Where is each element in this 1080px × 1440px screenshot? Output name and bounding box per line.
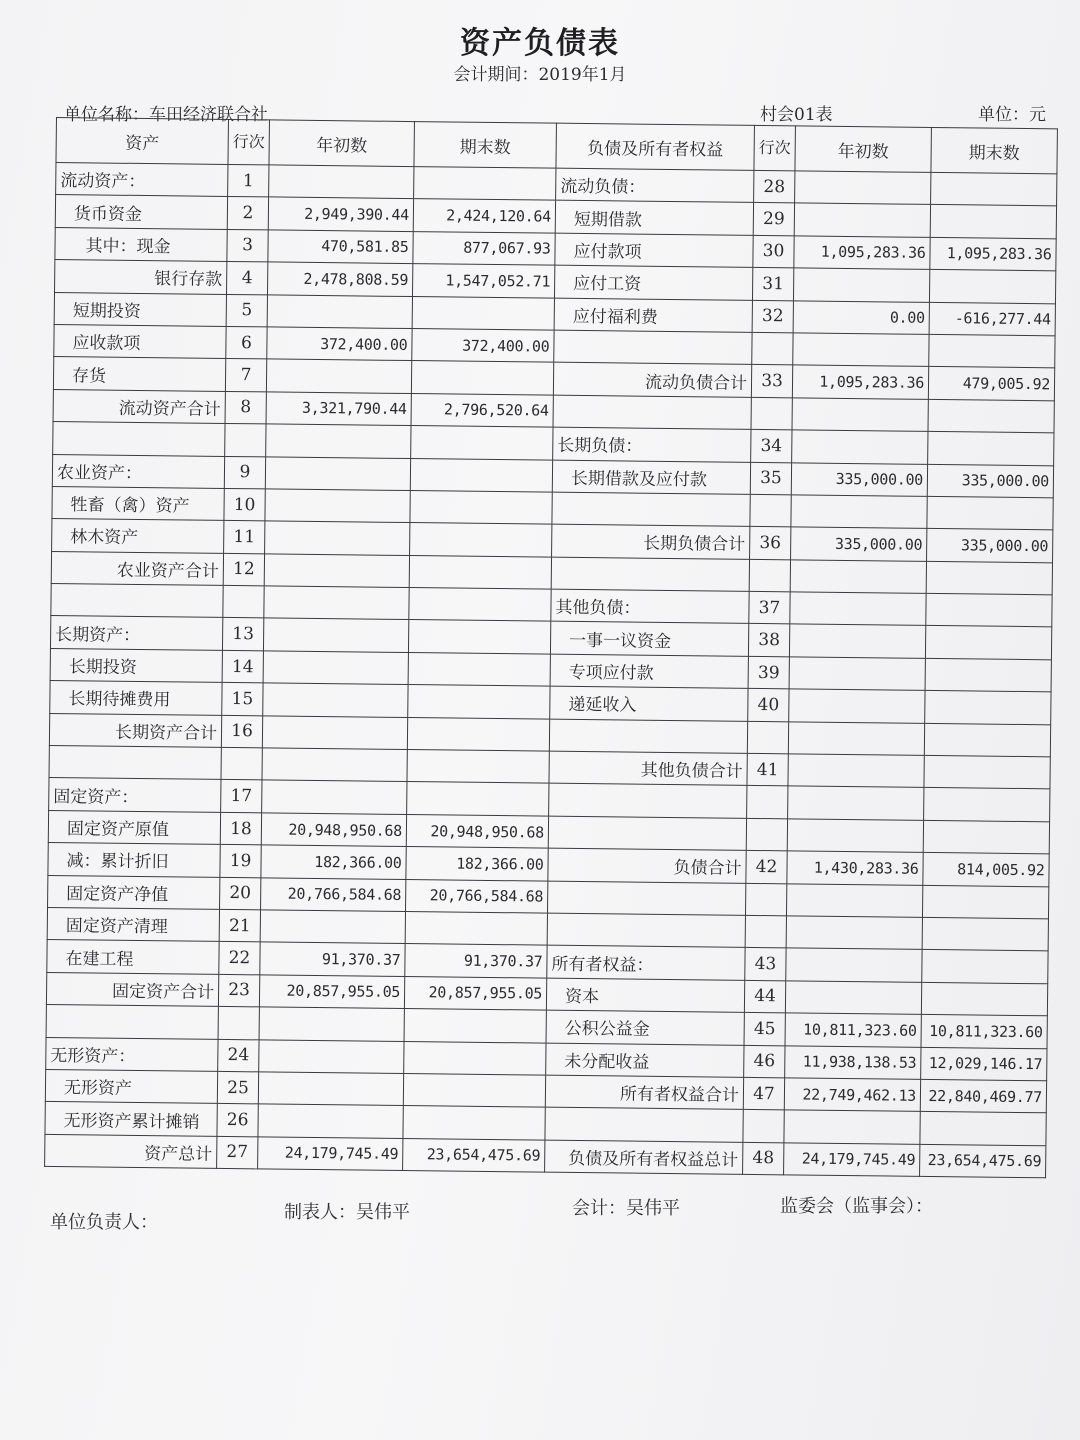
liability-item-cell [553,395,751,430]
asset-row-no-cell [223,586,264,619]
liability-row-no-cell: 40 [748,689,789,722]
liability-item-cell: 公积公益金 [546,1010,744,1045]
liability-end-value-cell [924,755,1050,789]
asset-begin-value-cell [259,1039,404,1073]
liability-row-no-cell: 38 [748,624,789,657]
asset-end-value-cell [409,555,551,589]
liability-begin-value-cell: 1,095,283.36 [792,365,928,399]
report-title: 资产负债表 [460,26,620,61]
liability-row-no-cell: 43 [745,948,786,981]
liability-row-no-cell [746,883,787,916]
asset-row-no-cell [221,747,262,780]
liability-end-value-cell: 22,840,469.77 [920,1079,1046,1113]
liability-item-cell: 未分配收益 [546,1043,744,1078]
liability-begin-value-cell [791,495,927,529]
liability-end-value-cell [924,723,1050,757]
asset-item-cell [49,745,221,779]
asset-end-value-cell [411,426,553,460]
asset-begin-value-cell: 24,179,745.49 [258,1137,403,1171]
asset-begin-value-cell: 20,857,955.05 [259,975,404,1009]
asset-row-no-cell [218,1007,259,1040]
asset-begin-value-cell: 2,478,808.59 [268,262,413,296]
liability-item-cell: 应付款项 [555,233,753,268]
asset-row-no-cell: 17 [221,780,262,813]
liability-item-cell: 短期借款 [555,201,753,236]
asset-end-value-cell [411,361,553,395]
liability-row-no-cell [750,494,791,527]
liability-row-no-cell: 37 [749,591,790,624]
liability-begin-value-cell: 335,000.00 [791,527,927,561]
liability-item-cell: 流动负债： [556,168,754,203]
liability-row-no-cell: 46 [744,1045,785,1078]
asset-end-value-cell [408,652,550,686]
liability-item-cell: 长期借款及应付款 [552,460,750,495]
liability-end-value-cell: 335,000.00 [927,529,1053,563]
liability-end-value-cell [930,205,1056,239]
asset-begin-value-cell [266,424,411,458]
liability-item-cell: 一事一议资金 [550,622,748,657]
asset-begin-value-cell [258,1072,403,1106]
asset-end-value-cell [404,1041,546,1075]
asset-item-cell: 资产总计 [45,1134,217,1168]
asset-item-cell [46,1005,218,1039]
balance-sheet-table [44,117,1058,1178]
asset-row-no-cell: 5 [226,294,267,327]
asset-begin-value-cell [265,456,410,490]
liability-row-no-cell: 39 [748,656,789,689]
liability-end-value-cell [925,691,1051,725]
asset-row-no-cell: 21 [219,909,260,942]
liability-column-header: 负债及所有者权益 [556,123,754,170]
liability-row-no-cell [746,818,787,851]
asset-begin-value-cell: 2,949,390.44 [268,197,413,231]
asset-row-no-cell: 18 [220,812,261,845]
asset-end-value-cell [404,1009,546,1043]
row-no-column-header: 行次 [228,119,270,164]
asset-end-value-cell [410,490,552,524]
asset-end-value-cell [410,458,552,492]
liability-begin-value-cell: 0.00 [793,300,929,334]
liability-end-value-cell [923,885,1049,919]
asset-item-cell: 农业资产： [52,454,224,488]
liability-begin-value-cell [784,1110,920,1144]
asset-item-cell: 应收款项 [54,324,226,358]
liability-row-no-cell: 35 [750,462,791,495]
asset-begin-value-cell [265,521,410,555]
asset-begin-value-cell [258,1104,403,1138]
asset-item-cell [53,422,225,456]
liability-row-no-cell [747,721,788,754]
form-number: 村会01表 [760,105,833,125]
asset-row-no-cell: 13 [222,618,263,651]
asset-begin-value-cell: 20,948,950.68 [261,813,406,847]
liability-row-no-cell: 42 [746,851,787,884]
asset-begin-value-cell [266,359,411,393]
asset-item-cell: 固定资产合计 [46,972,218,1006]
liability-item-cell: 专项应付款 [550,654,748,689]
liability-begin-value-cell [788,754,924,788]
asset-begin-column-header: 年初数 [269,120,415,167]
liability-item-cell: 长期负债： [553,427,751,462]
liability-end-value-cell [928,432,1054,466]
asset-row-no-cell: 16 [221,715,262,748]
asset-item-cell: 在建工程 [47,940,219,974]
asset-begin-value-cell [265,489,410,523]
liability-row-no-cell: 30 [753,235,794,268]
asset-begin-value-cell: 20,766,584.68 [261,877,406,911]
asset-row-no-cell: 15 [222,683,263,716]
asset-row-no-cell: 3 [227,229,268,262]
liability-begin-value-cell [789,657,925,691]
liability-item-cell: 应付福利费 [554,298,752,333]
asset-end-value-cell [407,782,549,816]
asset-end-value-cell: 372,400.00 [412,329,554,363]
asset-item-cell: 无形资产 [45,1069,217,1103]
liability-item-cell [548,816,746,851]
liability-row-no-cell: 31 [752,268,793,301]
liability-row-no-cell: 41 [747,753,788,786]
liability-row-no-cell [751,397,792,430]
liability-begin-value-cell: 24,179,745.49 [784,1143,920,1177]
asset-row-no-cell: 11 [224,521,265,554]
asset-end-value-cell: 20,948,950.68 [406,814,548,848]
liability-begin-value-cell [786,916,922,950]
liability-end-value-cell: -616,277.44 [929,302,1055,336]
liability-begin-value-cell: 10,811,323.60 [785,1013,921,1047]
liability-end-value-cell [922,917,1048,951]
asset-row-no-cell: 20 [220,877,261,910]
liability-end-value-cell: 10,811,323.60 [921,1015,1047,1049]
preparer-label: 制表人：吴伟平 [284,1202,410,1223]
liability-begin-value-cell [786,948,922,982]
currency-unit: 单位：元 [978,105,1046,125]
asset-item-cell: 流动资产合计 [53,389,225,423]
liability-row-no-column-header: 行次 [754,125,796,170]
liability-row-no-cell [747,786,788,819]
unit-head-label: 单位负责人： [50,1212,158,1233]
asset-end-value-cell: 182,366.00 [406,847,548,881]
asset-end-value-cell [403,1106,545,1140]
liability-row-no-cell: 36 [750,527,791,560]
liability-begin-value-cell [789,689,925,723]
asset-end-value-cell [412,296,554,330]
liability-end-value-cell: 12,029,146.17 [921,1047,1047,1081]
liability-end-value-cell: 479,005.92 [928,367,1054,401]
asset-begin-value-cell: 470,581.85 [268,230,413,264]
asset-begin-value-cell [262,780,407,814]
liability-item-cell [548,881,746,916]
asset-item-cell: 长期投资 [50,648,222,682]
liability-begin-value-cell [793,268,929,302]
liability-item-cell [551,557,749,592]
asset-begin-value-cell: 91,370.37 [260,942,405,976]
asset-row-no-cell: 4 [227,262,268,295]
asset-begin-value-cell [259,1007,404,1041]
asset-item-cell: 林木资产 [52,519,224,553]
asset-end-value-cell: 2,796,520.64 [411,393,553,427]
liability-row-no-cell [745,915,786,948]
asset-row-no-cell: 23 [218,974,259,1007]
asset-row-no-cell: 14 [222,650,263,683]
liability-row-no-cell [749,559,790,592]
asset-row-no-cell: 9 [224,456,265,489]
liability-row-no-cell: 44 [744,980,785,1013]
liability-item-cell [549,784,747,819]
asset-begin-value-cell [263,683,408,717]
asset-item-cell: 银行存款 [55,260,227,294]
liability-row-no-cell: 45 [744,1013,785,1046]
asset-begin-value-cell [263,651,408,685]
liability-begin-column-header: 年初数 [795,126,932,173]
liability-end-value-cell [926,561,1052,595]
liability-begin-value-cell [789,624,925,658]
liability-item-cell: 其他负债合计 [549,751,747,786]
asset-end-value-cell [405,912,547,946]
asset-end-value-cell: 20,857,955.05 [404,976,546,1010]
asset-begin-value-cell: 372,400.00 [267,327,412,361]
asset-end-column-header: 期末数 [414,122,557,169]
asset-item-cell: 无形资产累计摊销 [45,1102,217,1136]
asset-end-value-cell: 20,766,584.68 [406,879,548,913]
liability-row-no-cell: 33 [751,365,792,398]
asset-item-cell: 牲畜（禽）资产 [52,486,224,520]
asset-row-no-cell: 2 [227,197,268,230]
asset-end-value-cell [403,1073,545,1107]
asset-end-value-cell [410,523,552,557]
asset-begin-value-cell: 3,321,790.44 [266,392,411,426]
asset-row-no-cell: 25 [217,1071,258,1104]
asset-item-cell: 长期资产： [50,616,222,650]
asset-row-no-cell: 24 [218,1039,259,1072]
liability-row-no-cell [752,332,793,365]
liability-begin-value-cell [788,786,924,820]
asset-begin-value-cell [264,586,409,620]
liability-row-no-cell: 48 [743,1142,784,1175]
liability-begin-value-cell [795,171,931,205]
liability-begin-value-cell [793,333,929,367]
asset-item-cell: 固定资产净值 [48,875,220,909]
asset-end-value-cell: 91,370.37 [405,944,547,978]
liability-item-cell [554,330,752,365]
accountant-label: 会计：吴伟平 [572,1198,680,1219]
asset-end-value-cell: 1,547,052.71 [413,264,555,298]
asset-item-cell: 其中：现金 [55,227,227,261]
asset-begin-value-cell [262,748,407,782]
liability-end-value-cell [929,270,1055,304]
liability-end-value-cell [929,334,1055,368]
asset-item-cell: 无形资产： [46,1037,218,1071]
liability-end-value-cell [925,658,1051,692]
asset-item-cell: 固定资产： [49,778,221,812]
asset-item-cell: 固定资产原值 [48,810,220,844]
liability-end-value-cell [926,593,1052,627]
asset-end-value-cell [407,750,549,784]
asset-begin-value-cell [263,618,408,652]
asset-item-cell [51,584,223,618]
liability-item-cell [552,492,750,527]
asset-end-value-cell [408,620,550,654]
asset-item-cell: 存货 [53,357,225,391]
asset-item-cell: 长期待摊费用 [50,681,222,715]
asset-begin-value-cell [264,554,409,588]
asset-begin-value-cell: 182,366.00 [261,845,406,879]
liability-begin-value-cell [785,981,921,1015]
liability-end-value-cell [924,788,1050,822]
liability-end-value-cell: 23,654,475.69 [920,1144,1046,1178]
asset-end-value-cell [407,717,549,751]
liability-item-cell: 资本 [546,978,744,1013]
liability-begin-value-cell: 22,749,462.13 [784,1078,920,1112]
liability-begin-value-cell [787,819,923,853]
liability-begin-value-cell: 335,000.00 [791,462,927,496]
asset-row-no-cell: 6 [226,326,267,359]
asset-row-no-cell: 22 [219,942,260,975]
liability-begin-value-cell [792,430,928,464]
asset-item-cell: 固定资产清理 [47,907,219,941]
liability-end-value-cell [923,820,1049,854]
asset-row-no-cell [225,424,266,457]
liability-end-value-cell: 1,095,283.36 [930,237,1056,271]
liability-begin-value-cell [790,592,926,626]
liability-end-value-cell [921,982,1047,1016]
liability-item-cell: 递延收入 [550,686,748,721]
liability-item-cell: 所有者权益合计 [545,1075,743,1110]
asset-item-cell: 货币资金 [55,195,227,229]
liability-end-column-header: 期末数 [931,127,1058,173]
asset-row-no-cell: 10 [224,488,265,521]
liability-row-no-cell: 32 [752,300,793,333]
liability-item-cell [545,1107,743,1142]
liability-begin-value-cell [792,398,928,432]
liability-end-value-cell: 814,005.92 [923,853,1049,887]
liability-item-cell: 长期负债合计 [552,524,750,559]
liability-item-cell: 负债合计 [548,848,746,883]
liability-end-value-cell [920,1112,1046,1146]
supervisor-label: 监委会（监事会）： [780,1196,933,1217]
asset-row-no-cell: 19 [220,845,261,878]
asset-begin-value-cell [269,165,414,199]
liability-begin-value-cell [787,883,923,917]
asset-end-value-cell [414,167,556,201]
signature-footer [0,1198,1080,1238]
liability-end-value-cell [927,496,1053,530]
liability-item-cell: 负债及所有者权益总计 [545,1140,743,1175]
asset-begin-value-cell [267,294,412,328]
liability-row-no-cell: 29 [753,203,794,236]
asset-item-cell: 短期投资 [54,292,226,326]
asset-end-value-cell: 2,424,120.64 [413,199,555,233]
liability-begin-value-cell [788,721,924,755]
liability-row-no-cell: 28 [754,170,795,203]
liability-begin-value-cell: 1,430,283.36 [787,851,923,885]
liability-begin-value-cell [794,203,930,237]
asset-row-no-cell: 1 [228,164,269,197]
asset-row-no-cell: 12 [223,553,264,586]
asset-item-cell: 农业资产合计 [51,551,223,585]
asset-item-cell: 长期资产合计 [49,713,221,747]
liability-row-no-cell: 34 [751,430,792,463]
liability-row-no-cell: 47 [743,1077,784,1110]
asset-item-cell: 减：累计折旧 [48,843,220,877]
liability-row-no-cell [743,1110,784,1143]
liability-item-cell: 其他负债： [551,589,749,624]
asset-end-value-cell [408,685,550,719]
liability-end-value-cell [928,399,1054,433]
asset-end-value-cell: 877,067.93 [413,231,555,265]
liability-end-value-cell [925,626,1051,660]
liability-item-cell: 所有者权益： [547,946,745,981]
asset-end-value-cell [409,588,551,622]
asset-begin-value-cell [262,716,407,750]
asset-row-no-cell: 7 [225,359,266,392]
liability-begin-value-cell: 11,938,138.53 [785,1045,921,1079]
asset-end-value-cell: 23,654,475.69 [403,1138,545,1172]
liability-begin-value-cell [790,560,926,594]
liability-item-cell: 应付工资 [554,265,752,300]
asset-row-no-cell: 27 [217,1136,258,1169]
asset-column-header: 资产 [56,118,228,165]
accounting-period: 会计期间：2019年1月 [453,65,627,85]
liability-end-value-cell [931,172,1057,206]
liability-item-cell [547,913,745,948]
liability-item-cell [549,719,747,754]
unit-name: 单位名称：车田经济联合社 [64,105,268,125]
liability-item-cell: 流动负债合计 [553,363,751,398]
asset-item-cell: 流动资产： [56,163,228,197]
asset-row-no-cell: 8 [225,391,266,424]
asset-row-no-cell: 26 [217,1104,258,1137]
asset-begin-value-cell [260,910,405,944]
liability-begin-value-cell: 1,095,283.36 [794,236,930,270]
liability-end-value-cell [922,950,1048,984]
liability-end-value-cell: 335,000.00 [927,464,1053,498]
